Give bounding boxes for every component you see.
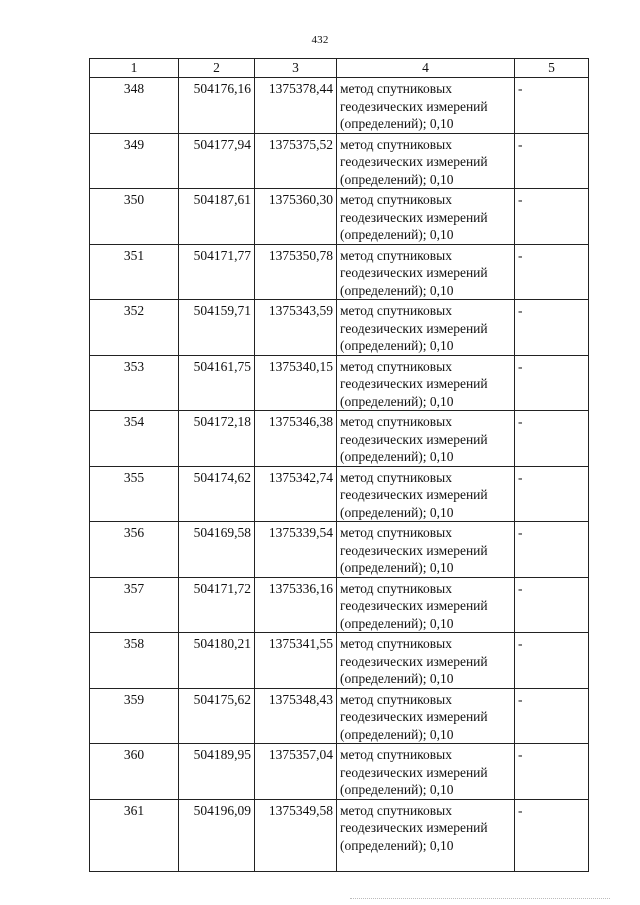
method-line-1: метод спутниковых bbox=[340, 81, 452, 96]
x-coordinate-cell: 504180,21 bbox=[179, 633, 255, 689]
table-row bbox=[90, 522, 589, 578]
table-body bbox=[90, 78, 589, 872]
table-row bbox=[90, 300, 589, 356]
method-cell bbox=[337, 688, 515, 744]
y-coordinate-cell: 1375336,16 bbox=[255, 577, 337, 633]
method-cell bbox=[337, 522, 515, 578]
method-line-2: геодезических измерений bbox=[340, 820, 488, 835]
x-coordinate-cell: 504171,72 bbox=[179, 577, 255, 633]
page-number: 432 bbox=[311, 34, 329, 46]
method-line-1: метод спутниковых bbox=[340, 802, 452, 818]
table-row bbox=[90, 244, 589, 300]
column-header-4: 4 bbox=[337, 59, 515, 78]
point-number-cell: 349 bbox=[90, 133, 179, 189]
note-cell: - bbox=[515, 744, 589, 800]
method-line-1: метод спутниковых bbox=[340, 691, 452, 707]
x-coordinate-cell: 504161,75 bbox=[179, 355, 255, 411]
column-header-3: 3 bbox=[255, 59, 337, 78]
point-number-cell: 354 bbox=[90, 411, 179, 467]
note-cell: - bbox=[515, 411, 589, 467]
table-row bbox=[90, 466, 589, 522]
method-line-2: геодезических измерений bbox=[340, 209, 488, 225]
method-line-3: (определений); 0,10 bbox=[340, 227, 454, 242]
table-row bbox=[90, 189, 589, 245]
method-cell bbox=[337, 300, 515, 356]
point-number-cell: 355 bbox=[90, 466, 179, 522]
method-cell bbox=[337, 799, 515, 871]
y-coordinate-cell: 1375341,55 bbox=[255, 633, 337, 689]
method-line-1: метод спутниковых bbox=[340, 192, 452, 207]
x-coordinate-cell: 504159,71 bbox=[179, 300, 255, 356]
method-line-3: (определений); 0,10 bbox=[340, 171, 454, 187]
method-line-3: (определений); 0,10 bbox=[340, 338, 454, 353]
x-coordinate-cell: 504189,95 bbox=[179, 744, 255, 800]
method-line-3: (определений); 0,10 bbox=[340, 560, 454, 575]
x-coordinate-cell: 504171,77 bbox=[179, 244, 255, 300]
scan-artifact bbox=[350, 898, 610, 903]
method-line-2: геодезических измерений bbox=[340, 598, 488, 613]
method-cell bbox=[337, 133, 515, 189]
method-line-3: (определений); 0,10 bbox=[340, 726, 454, 742]
y-coordinate-cell: 1375340,15 bbox=[255, 355, 337, 411]
x-coordinate-cell: 504196,09 bbox=[179, 799, 255, 871]
note-cell: - bbox=[515, 688, 589, 744]
point-number-cell: 352 bbox=[90, 300, 179, 356]
x-coordinate-cell: 504172,18 bbox=[179, 411, 255, 467]
note-cell: - bbox=[515, 522, 589, 578]
point-number-cell: 358 bbox=[90, 633, 179, 689]
method-line-2: геодезических измерений bbox=[340, 376, 488, 391]
method-line-1: метод спутниковых bbox=[340, 580, 452, 596]
method-line-3: (определений); 0,10 bbox=[340, 504, 454, 520]
point-number-cell: 359 bbox=[90, 688, 179, 744]
column-header-1: 1 bbox=[90, 59, 179, 78]
method-line-1: метод спутниковых bbox=[340, 414, 452, 429]
point-number-cell: 357 bbox=[90, 577, 179, 633]
method-line-2: геодезических измерений bbox=[340, 709, 488, 724]
x-coordinate-cell: 504176,16 bbox=[179, 78, 255, 134]
column-header-5: 5 bbox=[515, 59, 589, 78]
note-cell: - bbox=[515, 189, 589, 245]
method-line-1: метод спутниковых bbox=[340, 358, 452, 374]
y-coordinate-cell: 1375360,30 bbox=[255, 189, 337, 245]
x-coordinate-cell: 504175,62 bbox=[179, 688, 255, 744]
y-coordinate-cell: 1375349,58 bbox=[255, 799, 337, 871]
method-line-3: (определений); 0,10 bbox=[340, 449, 454, 464]
y-coordinate-cell: 1375375,52 bbox=[255, 133, 337, 189]
method-line-2: геодезических измерений bbox=[340, 98, 488, 114]
method-line-1: метод спутниковых bbox=[340, 136, 452, 152]
table-row bbox=[90, 633, 589, 689]
note-cell: - bbox=[515, 133, 589, 189]
method-line-2: геодезических измерений bbox=[340, 542, 488, 558]
table-header-row bbox=[90, 59, 589, 78]
method-line-1: метод спутниковых bbox=[340, 747, 452, 762]
method-cell bbox=[337, 577, 515, 633]
y-coordinate-cell: 1375350,78 bbox=[255, 244, 337, 300]
y-coordinate-cell: 1375346,38 bbox=[255, 411, 337, 467]
point-number-cell: 348 bbox=[90, 78, 179, 134]
method-line-2: геодезических измерений bbox=[340, 431, 488, 447]
method-cell bbox=[337, 78, 515, 134]
point-number-cell: 360 bbox=[90, 744, 179, 800]
method-line-2: геодезических измерений bbox=[340, 653, 488, 669]
method-line-3: (определений); 0,10 bbox=[340, 282, 454, 298]
note-cell: - bbox=[515, 633, 589, 689]
note-cell: - bbox=[515, 78, 589, 134]
method-line-2: геодезических измерений bbox=[340, 265, 488, 280]
note-cell: - bbox=[515, 577, 589, 633]
table-row bbox=[90, 799, 589, 871]
table-row bbox=[90, 411, 589, 467]
method-line-1: метод спутниковых bbox=[340, 636, 452, 651]
method-line-3: (определений); 0,10 bbox=[340, 615, 454, 631]
table-row bbox=[90, 577, 589, 633]
note-cell: - bbox=[515, 466, 589, 522]
point-number-cell: 353 bbox=[90, 355, 179, 411]
method-line-3: (определений); 0,10 bbox=[340, 837, 454, 853]
x-coordinate-cell: 504174,62 bbox=[179, 466, 255, 522]
method-cell bbox=[337, 244, 515, 300]
method-line-1: метод спутниковых bbox=[340, 469, 452, 485]
method-line-2: геодезических измерений bbox=[340, 320, 488, 336]
table-row bbox=[90, 744, 589, 800]
column-header-2: 2 bbox=[179, 59, 255, 78]
method-cell bbox=[337, 355, 515, 411]
method-line-3: (определений); 0,10 bbox=[340, 671, 454, 686]
method-line-2: геодезических измерений bbox=[340, 764, 488, 780]
table-row bbox=[90, 133, 589, 189]
method-cell bbox=[337, 633, 515, 689]
note-cell: - bbox=[515, 244, 589, 300]
method-cell bbox=[337, 466, 515, 522]
point-number-cell: 350 bbox=[90, 189, 179, 245]
y-coordinate-cell: 1375343,59 bbox=[255, 300, 337, 356]
method-cell bbox=[337, 744, 515, 800]
table-row bbox=[90, 78, 589, 134]
method-line-1: метод спутниковых bbox=[340, 303, 452, 318]
method-line-2: геодезических измерений bbox=[340, 487, 488, 502]
x-coordinate-cell: 504187,61 bbox=[179, 189, 255, 245]
method-line-3: (определений); 0,10 bbox=[340, 393, 454, 409]
method-line-3: (определений); 0,10 bbox=[340, 116, 454, 131]
table-row bbox=[90, 688, 589, 744]
note-cell: - bbox=[515, 355, 589, 411]
y-coordinate-cell: 1375348,43 bbox=[255, 688, 337, 744]
method-line-1: метод спутниковых bbox=[340, 525, 452, 540]
method-line-3: (определений); 0,10 bbox=[340, 782, 454, 797]
point-number-cell: 361 bbox=[90, 799, 179, 871]
method-cell bbox=[337, 411, 515, 467]
y-coordinate-cell: 1375339,54 bbox=[255, 522, 337, 578]
x-coordinate-cell: 504177,94 bbox=[179, 133, 255, 189]
x-coordinate-cell: 504169,58 bbox=[179, 522, 255, 578]
coordinates-table bbox=[89, 58, 589, 872]
y-coordinate-cell: 1375357,04 bbox=[255, 744, 337, 800]
method-line-1: метод спутниковых bbox=[340, 247, 452, 263]
note-cell: - bbox=[515, 799, 589, 871]
note-cell: - bbox=[515, 300, 589, 356]
method-line-2: геодезических измерений bbox=[340, 154, 488, 169]
y-coordinate-cell: 1375378,44 bbox=[255, 78, 337, 134]
point-number-cell: 356 bbox=[90, 522, 179, 578]
method-cell bbox=[337, 189, 515, 245]
table-row bbox=[90, 355, 589, 411]
point-number-cell: 351 bbox=[90, 244, 179, 300]
y-coordinate-cell: 1375342,74 bbox=[255, 466, 337, 522]
